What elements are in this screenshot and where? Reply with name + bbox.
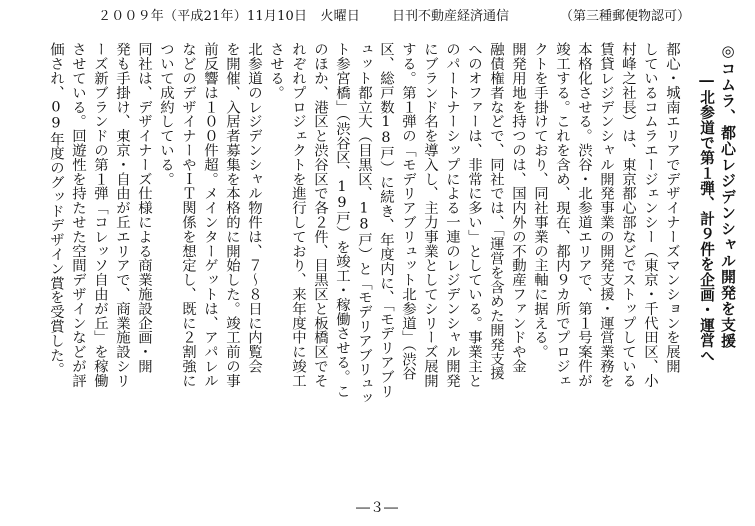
headline: ◎コムラ、都心レジデンシャル開発を支援 xyxy=(719,42,737,349)
article-line: 都心・城南エリアでデザイナーズマンションを展開 xyxy=(664,42,680,374)
article-line: 区、総戸数18戸）に続き、年度内に、「モデリアブリ xyxy=(378,42,394,398)
article-line: のパートナーシップによる一連のレジデンシャル開発 xyxy=(444,42,460,388)
article-line: 融債権者などで、同社では、「運営を含めた開発支援 xyxy=(488,42,504,381)
article-line: 北参道のレジデンシャル物件は、７～８日に内覧会 xyxy=(246,42,262,374)
article-line: 竣工する。これを含め、現在、都内９カ所でプロジェ xyxy=(554,42,570,388)
article-line: 本格化させる。渋谷・北参道エリアで、第１号案件が xyxy=(576,42,592,388)
article-line: 同社は、デザイナーズ仕様による商業施設企画・開 xyxy=(136,42,152,374)
article-line: を開催、入居者募集を本格的に開始した。竣工前の事 xyxy=(224,42,240,388)
article-line: ーズ新ブランドの第１弾「コレッソ自由が丘」を稼働 xyxy=(92,42,108,388)
article-line: などのデザイナーやＩＴ関係を想定し、既に２割強に xyxy=(180,42,196,388)
article-line: する。第１弾の「モデリアブリュット北参道」（渋谷 xyxy=(400,42,416,381)
article-line: クトを手掛けており、同社事業の主軸に据える。 xyxy=(532,42,548,359)
article-line: させる。 xyxy=(268,42,284,100)
page-number: ―３― xyxy=(356,500,398,516)
article-line: ト参宮橋」（渋谷区、19戸）を竣工・稼働させる。こ xyxy=(334,42,350,398)
article-line: させている。回遊性を持たせた空間デザインなどが評 xyxy=(70,42,86,388)
article-line: しているコムラエージェンシー（東京・千代田区、小 xyxy=(642,42,658,388)
article-line: 前反響は１００件超。メインターゲットは、アパレル xyxy=(202,42,218,388)
article-line: ついて成約している。 xyxy=(158,42,174,186)
article-line: にブランド名を導入し、主力事業としてシリーズ展開 xyxy=(422,42,438,388)
issue-date: ２００９年（平成21年）11月10日 火曜日 xyxy=(98,9,361,24)
article-line: へのオファーは、非常に多い」としている。事業主と xyxy=(466,42,482,388)
article-line: れぞれプロジェクトを進行しており、来年度中に竣工 xyxy=(290,42,306,388)
publication-name: 日刊不動産経済通信 xyxy=(392,9,510,24)
article-line: 価され、09年度のグッドデザイン賞を受賞した。 xyxy=(48,42,64,377)
article-line: 発も手掛け、東京・自由が丘エリアで、商業施設シリ xyxy=(114,42,130,388)
article-line: のほか、港区と渋谷区で各２件、目黒区と板橋区でそ xyxy=(312,42,328,388)
article-line: 村峰之社長）は、東京都心部などでストップしている xyxy=(620,42,636,388)
subheadline: ―北参道で第１弾、計９件を企画・運営へ xyxy=(698,72,715,364)
article-line: 賃貸レジデンシャル開発事業の開発支援・運営業務を xyxy=(598,42,614,388)
article-line: ュット都立大（目黒区、18戸）と「モデリアブリュッ xyxy=(356,42,372,406)
article-line: 開発用地を持つのは、国内外の不動産ファンドや金 xyxy=(510,42,526,374)
postal-permit: （第三種郵便物認可） xyxy=(560,9,691,24)
